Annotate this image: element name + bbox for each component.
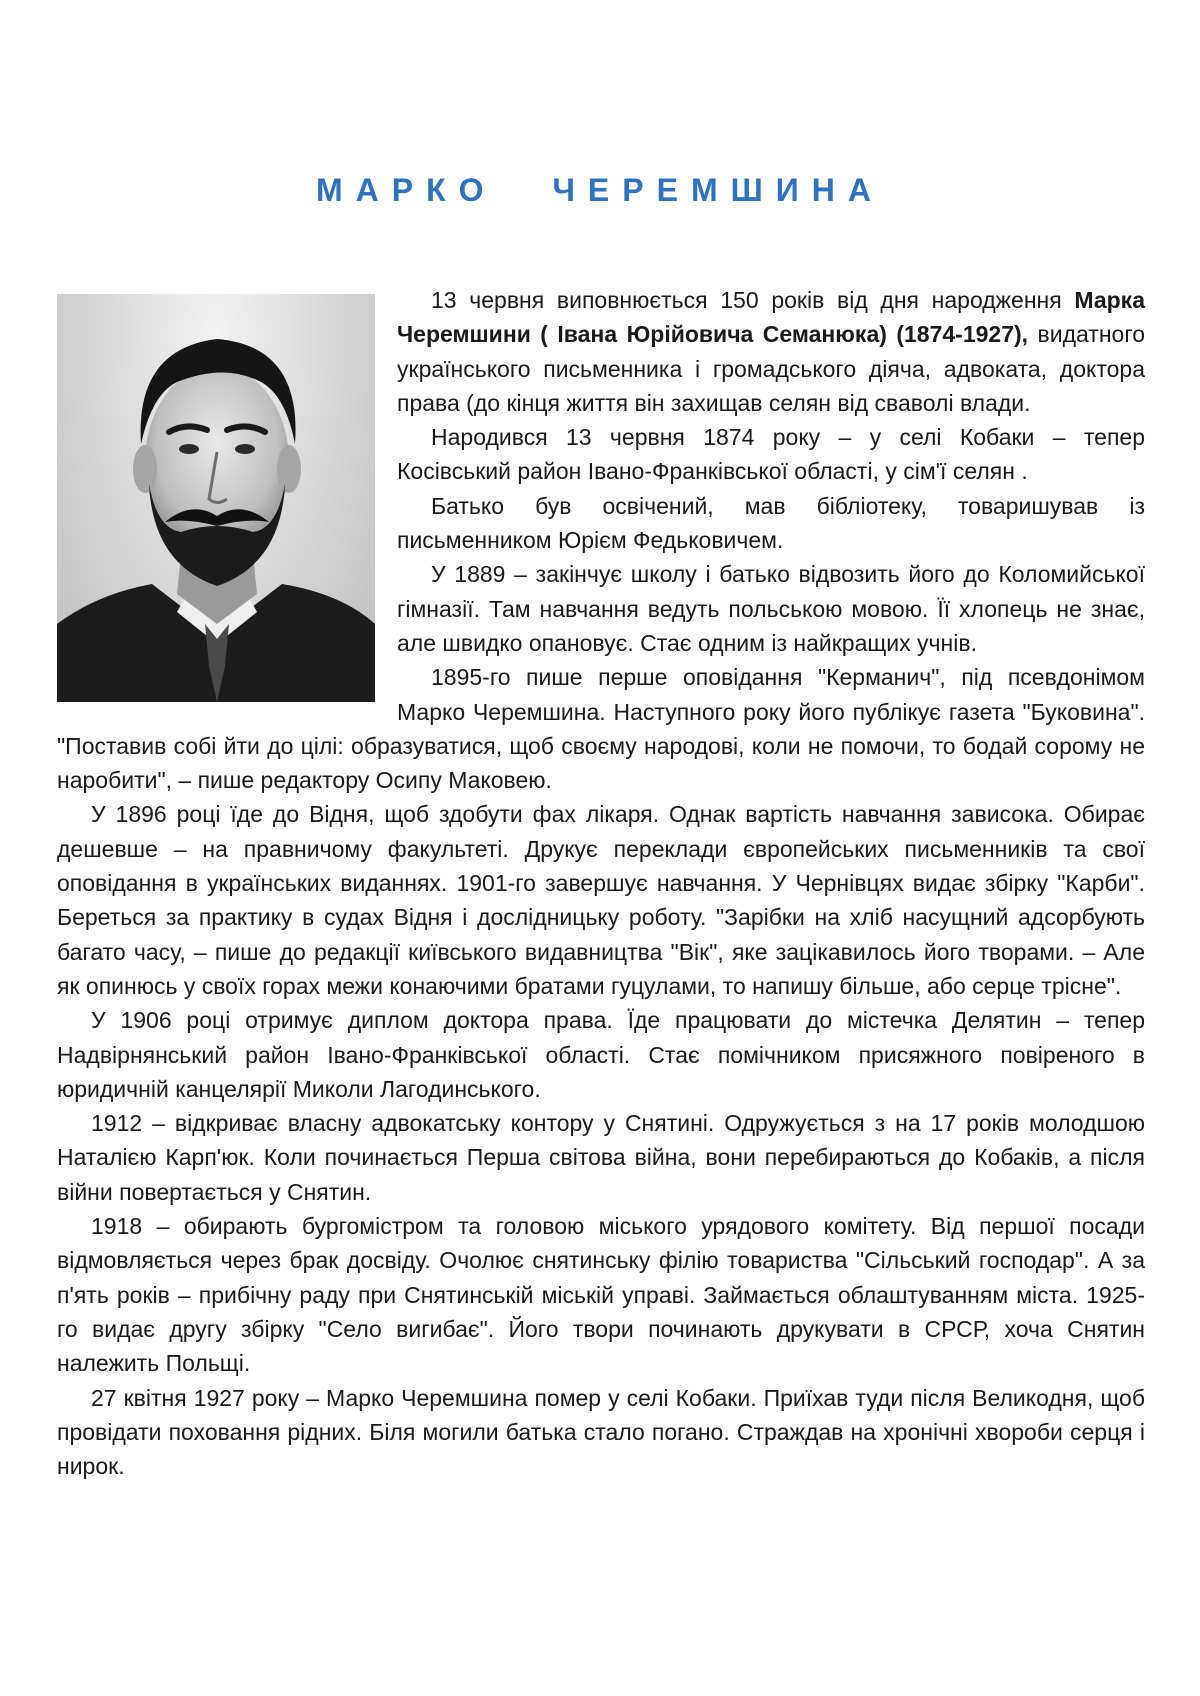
paragraph: 1912 – відкриває власну адвокатську контору у Снятині. Одружується з на 17 років молодшою Наталією Карп'юк. Коли починається Перша світова війна, вони перебираються до Кобаків, а після війни повертається у Снятин. <box>57 1110 1145 1205</box>
paragraph: 1918 – обирають бургомістром та головою міського урядового комітету. Від першої посади відмовляється через брак досвіду. Очолює снятинську філію товариства "Сільський господар". А за п'ять років – прибічну раду при Снятинській міській управі. Займається облаштуванням міста. 1925-го видає другу збірку "Село вигибає". Його твори починають друкувати в СРСР, хоча Снятин належить Польщі. <box>57 1213 1145 1377</box>
paragraph: Батько був освічений, мав бібліотеку, товаришував із письменником Юрієм Федьковичем. <box>397 492 1145 554</box>
paragraph: У 1889 – закінчує школу і батько відвозить його до Коломийської гімназії. Там навчання ведуть польською мовою. Її хлопець не знає, але швидко опановує. Стає одним із найкращих учнів. <box>397 561 1145 656</box>
intro-name-bold: Марка Черемшини ( Івана Юрійовича Семанюка) (1874-1927), <box>397 287 1145 348</box>
intro-rest: видатного українського письменника і громадського діяча, адвоката, доктора права (до кінця життя він захищав селян від сваволі влади. <box>397 321 1145 416</box>
intro-lead: 13 червня виповнюється 150 років від дня народження <box>431 287 1075 313</box>
page-title: МАРКО ЧЕРЕМШИНА <box>316 172 884 208</box>
article-body <box>57 283 1145 1483</box>
paragraph: У 1896 році їде до Відня, щоб здобути фах лікаря. Однак вартість навчання зависока. Обирає дешевше – на правничому факультеті. Друкує переклади європейських письменників та свої оповідання в українських виданнях. 1901-го завершує навчання. У Чернівцях видає збірку "Карби". Береться за практику в судах Відня і дослідницьку роботу. "Зарібки на хліб насущний адсорбують багато часу, – пише до редакції київського видавництва "Вік", яке зацікавилось його творами. – Але як опинюсь у своїх горах межи конаючими братами гуцулами, то напишу більше, або серце трісне". <box>57 801 1145 999</box>
paragraph: 1895-го пише перше оповідання "Керманич", під псевдонімом Марко Черемшина. Наступного року його публікує газета "Буковина". "Поставив собі йти до цілі: образуватися, щоб своєму народові, коли не помочи, то бодай сорому не наробити", – пише редактору Осипу Маковею. <box>57 664 1145 794</box>
portrait-photo <box>57 294 375 702</box>
portrait-illustration <box>57 294 375 702</box>
paragraph: У 1906 році отримує диплом доктора права. Їде працювати до містечка Делятин – тепер Надвірнянський район Івано-Франківської області. Стає помічником присяжного повіреного в юридичній канцелярії Миколи Лагодинського. <box>57 1007 1145 1102</box>
paragraph: 27 квітня 1927 року – Марко Черемшина помер у селі Кобаки. Приїхав туди після Великодня, щоб провідати поховання рідних. Біля могили батька стало погано. Страждав на хронічні хвороби серця і нирок. <box>57 1384 1145 1480</box>
paragraph: Народився 13 червня 1874 року – у селі Кобаки – тепер Косівський район Івано-Франківської області, у сім'ї селян . <box>397 424 1145 485</box>
